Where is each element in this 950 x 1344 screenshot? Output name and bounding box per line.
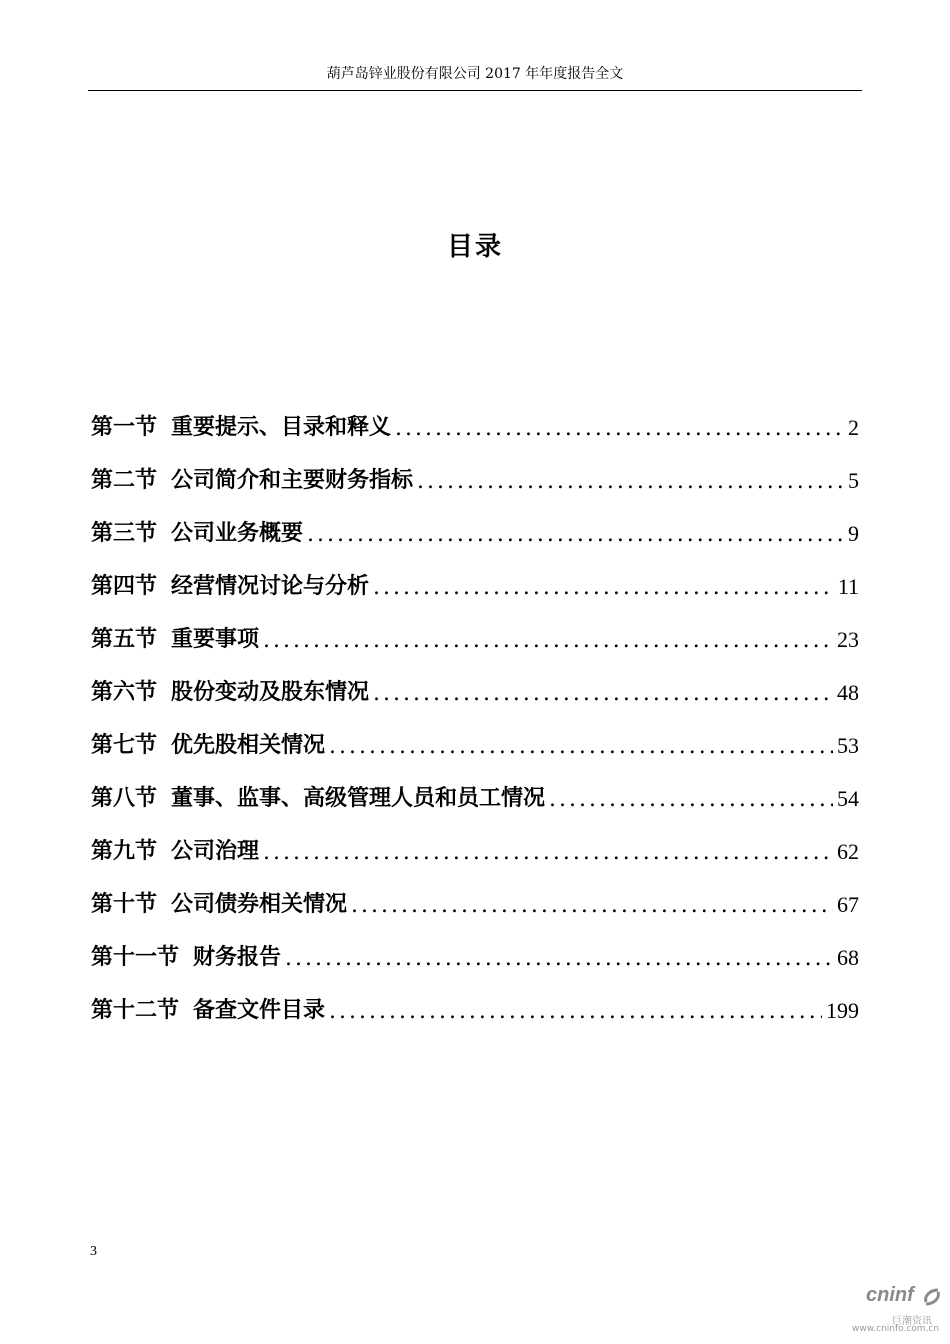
toc-entry[interactable]: [91, 600, 859, 653]
toc-leader-dots: [263, 628, 833, 653]
toc-leader-dots: [285, 946, 833, 971]
toc-page-number: 2: [848, 415, 859, 440]
toc-page-number: 48: [837, 680, 859, 705]
toc-entry[interactable]: [91, 388, 859, 441]
toc-page-number: 199: [826, 998, 859, 1023]
report-header: 葫芦岛锌业股份有限公司 2017 年年度报告全文: [326, 66, 624, 82]
toc-title: 董事、监事、高级管理人员和员工情况: [171, 785, 546, 811]
toc-page-number: 11: [837, 574, 859, 599]
toc-leader-dots: [329, 999, 822, 1024]
toc-section: 第十节: [91, 891, 158, 917]
toc-section: 第三节: [91, 520, 158, 546]
header-rule: [88, 90, 862, 91]
page-number: 3: [90, 1244, 97, 1259]
toc-entry[interactable]: [91, 759, 859, 812]
toc-title: 公司业务概要: [171, 520, 304, 546]
toc-section: 第八节: [91, 785, 158, 811]
cninfo-watermark: [852, 1282, 944, 1336]
toc-leader-dots: [329, 734, 833, 759]
toc-entry[interactable]: [91, 653, 859, 706]
toc-page-number: 5: [848, 468, 859, 493]
toc-section: 第十二节: [91, 997, 180, 1023]
toc-entry[interactable]: [91, 812, 859, 865]
watermark-url: www.cninfo.com.cn: [852, 1324, 940, 1334]
toc-entry[interactable]: [91, 441, 859, 494]
toc-entry[interactable]: [91, 547, 859, 600]
toc-leader-dots: [307, 522, 844, 547]
toc-title: 公司债券相关情况: [171, 891, 348, 917]
toc-entry[interactable]: [91, 971, 859, 1024]
toc-leader-dots: [417, 469, 844, 494]
toc-title: 重要提示、目录和释义: [171, 414, 392, 440]
toc-section: 第十一节: [91, 944, 180, 970]
toc-leader-dots: [373, 681, 833, 706]
toc-section: 第一节: [91, 414, 158, 440]
toc-title: 优先股相关情况: [171, 732, 326, 758]
toc-entry[interactable]: [91, 494, 859, 547]
toc-section: 第七节: [91, 732, 158, 758]
toc-page-number: 54: [837, 786, 859, 811]
toc-leader-dots: [395, 416, 844, 441]
toc-section: 第四节: [91, 573, 158, 599]
toc-page-number: 23: [837, 627, 859, 652]
toc-page-number: 9: [848, 521, 859, 546]
toc-leader-dots: [263, 840, 833, 865]
toc-section: 第九节: [91, 838, 158, 864]
toc-title: 公司简介和主要财务指标: [171, 467, 414, 493]
toc-title: 股份变动及股东情况: [171, 679, 370, 705]
toc-entry[interactable]: [91, 706, 859, 759]
toc-page-number: 67: [837, 892, 859, 917]
page-title: 目录: [446, 232, 503, 262]
toc-title: 经营情况讨论与分析: [171, 573, 370, 599]
toc-page-number: 68: [837, 945, 859, 970]
toc-leader-dots: [549, 787, 833, 812]
toc-section: 第五节: [91, 626, 158, 652]
table-of-contents: [91, 388, 859, 1024]
toc-title: 备查文件目录: [193, 997, 326, 1023]
toc-title: 公司治理: [171, 838, 260, 864]
toc-leader-dots: [373, 575, 834, 600]
watermark-subtitle: 巨潮资讯: [892, 1316, 932, 1327]
toc-page-number: 53: [837, 733, 859, 758]
watermark-brand: cninf: [866, 1284, 914, 1306]
toc-entry[interactable]: [91, 865, 859, 918]
cninfo-swirl-icon: [922, 1286, 942, 1308]
toc-page-number: 62: [837, 839, 859, 864]
toc-section: 第六节: [91, 679, 158, 705]
toc-title: 重要事项: [171, 626, 260, 652]
toc-section: 第二节: [91, 467, 158, 493]
toc-title: 财务报告: [193, 944, 282, 970]
toc-leader-dots: [351, 893, 833, 918]
toc-entry[interactable]: [91, 918, 859, 971]
